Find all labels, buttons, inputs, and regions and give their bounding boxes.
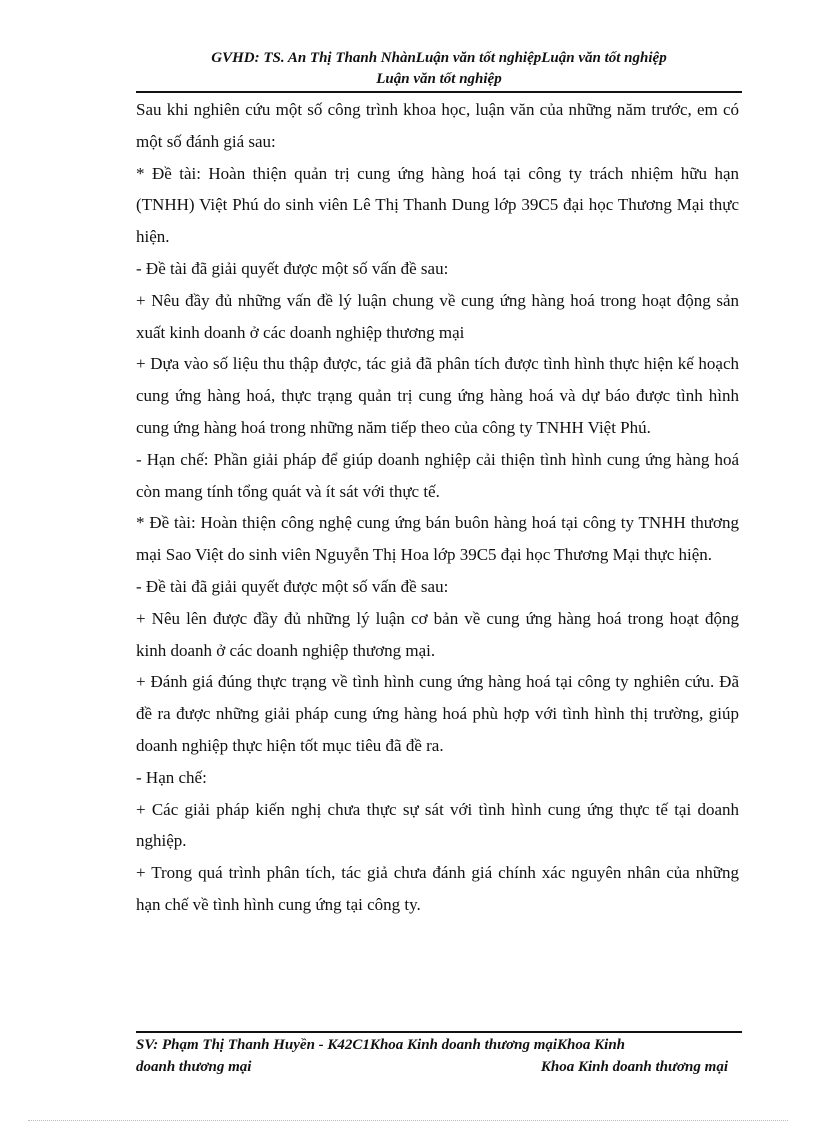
page-edge-divider: [28, 1120, 788, 1121]
thesis-1-point-1: + Nêu đầy đủ những vấn đề lý luận chung về cung ứng hàng hoá trong hoạt động sản xuất kinh doanh ở các doanh nghiệp thương mại: [136, 290, 739, 342]
header-line-2: Luận văn tốt nghiệp: [376, 71, 502, 87]
thesis-2-limitation-heading: - Hạn chế:: [136, 767, 207, 787]
thesis-1-point-2: + Dựa vào số liệu thu thập được, tác giả đã phân tích được tình hình thực hiện kế hoạch cung ứng hàng hoá, thực trạng quản trị cung ứng hàng hoá và dự báo được tình hình cung ứng hàng hoá trong những năm tiếp theo của công ty TNHH Việt Phú.: [136, 354, 739, 437]
footer-line-2-left: doanh thương mại: [136, 1059, 252, 1075]
thesis-1-title: * Đề tài: Hoàn thiện quản trị cung ứng hàng hoá tại công ty trách nhiệm hữu hạn (TNHH) Việt Phú do sinh viên Lê Thị Thanh Dung lớp 39C5 đại học Thương Mại thực hiện.: [136, 163, 739, 247]
thesis-1-limitation: - Hạn chế: Phần giải pháp để giúp doanh nghiệp cải thiện tình hình cung ứng hàng hoá còn mang tính tổng quát và ít sát với thực tế.: [136, 449, 739, 501]
footer-divider: [136, 1031, 742, 1033]
thesis-2-limitation-2: + Trong quá trình phân tích, tác giả chưa đánh giá chính xác nguyên nhân của những hạn chế về tình hình cung ứng tại công ty.: [136, 863, 739, 914]
header-line-1: GVHD: TS. An Thị Thanh NhànLuận văn tốt nghiệpLuận văn tốt nghiệp: [211, 50, 667, 66]
intro-paragraph: Sau khi nghiên cứu một số công trình khoa học, luận văn của những năm trước, em có một số đánh giá sau:: [136, 100, 739, 151]
footer-line-2: [136, 1056, 728, 1078]
thesis-2-title: * Đề tài: Hoàn thiện công nghệ cung ứng bán buôn hàng hoá tại công ty TNHH thương mại Sao Việt do sinh viên Nguyễn Thị Hoa lớp 39C5 đại học Thương Mại thực hiện.: [136, 513, 739, 565]
header-divider: [136, 91, 742, 93]
page-footer: [136, 1034, 728, 1078]
document-body: [136, 94, 739, 921]
thesis-2-point-2: + Đánh giá đúng thực trạng về tình hình cung ứng hàng hoá tại công ty nghiên cứu. Đã đề ra được những giải pháp cung ứng hàng hoá phù hợp với tình hình thị trường, giúp doanh nghiệp thực hiện tốt mục tiêu đã đề ra.: [136, 672, 739, 755]
thesis-1-solved-heading: - Đề tài đã giải quyết được một số vấn đề sau:: [136, 258, 449, 278]
thesis-2-solved-heading: - Đề tài đã giải quyết được một số vấn đề sau:: [136, 576, 449, 596]
footer-line-2-right: Khoa Kinh doanh thương mại: [540, 1059, 728, 1075]
footer-line-1: SV: Phạm Thị Thanh Huyền - K42C1Khoa Kinh doanh thương mạiKhoa Kinh: [136, 1037, 626, 1053]
thesis-2-point-1: + Nêu lên được đầy đủ những lý luận cơ bản về cung ứng hàng hoá trong hoạt động kinh doanh ở các doanh nghiệp thương mại.: [136, 608, 739, 660]
page-header: [136, 48, 742, 90]
thesis-2-limitation-1: + Các giải pháp kiến nghị chưa thực sự sát với tình hình cung ứng thực tế tại doanh nghiệp.: [136, 799, 739, 851]
